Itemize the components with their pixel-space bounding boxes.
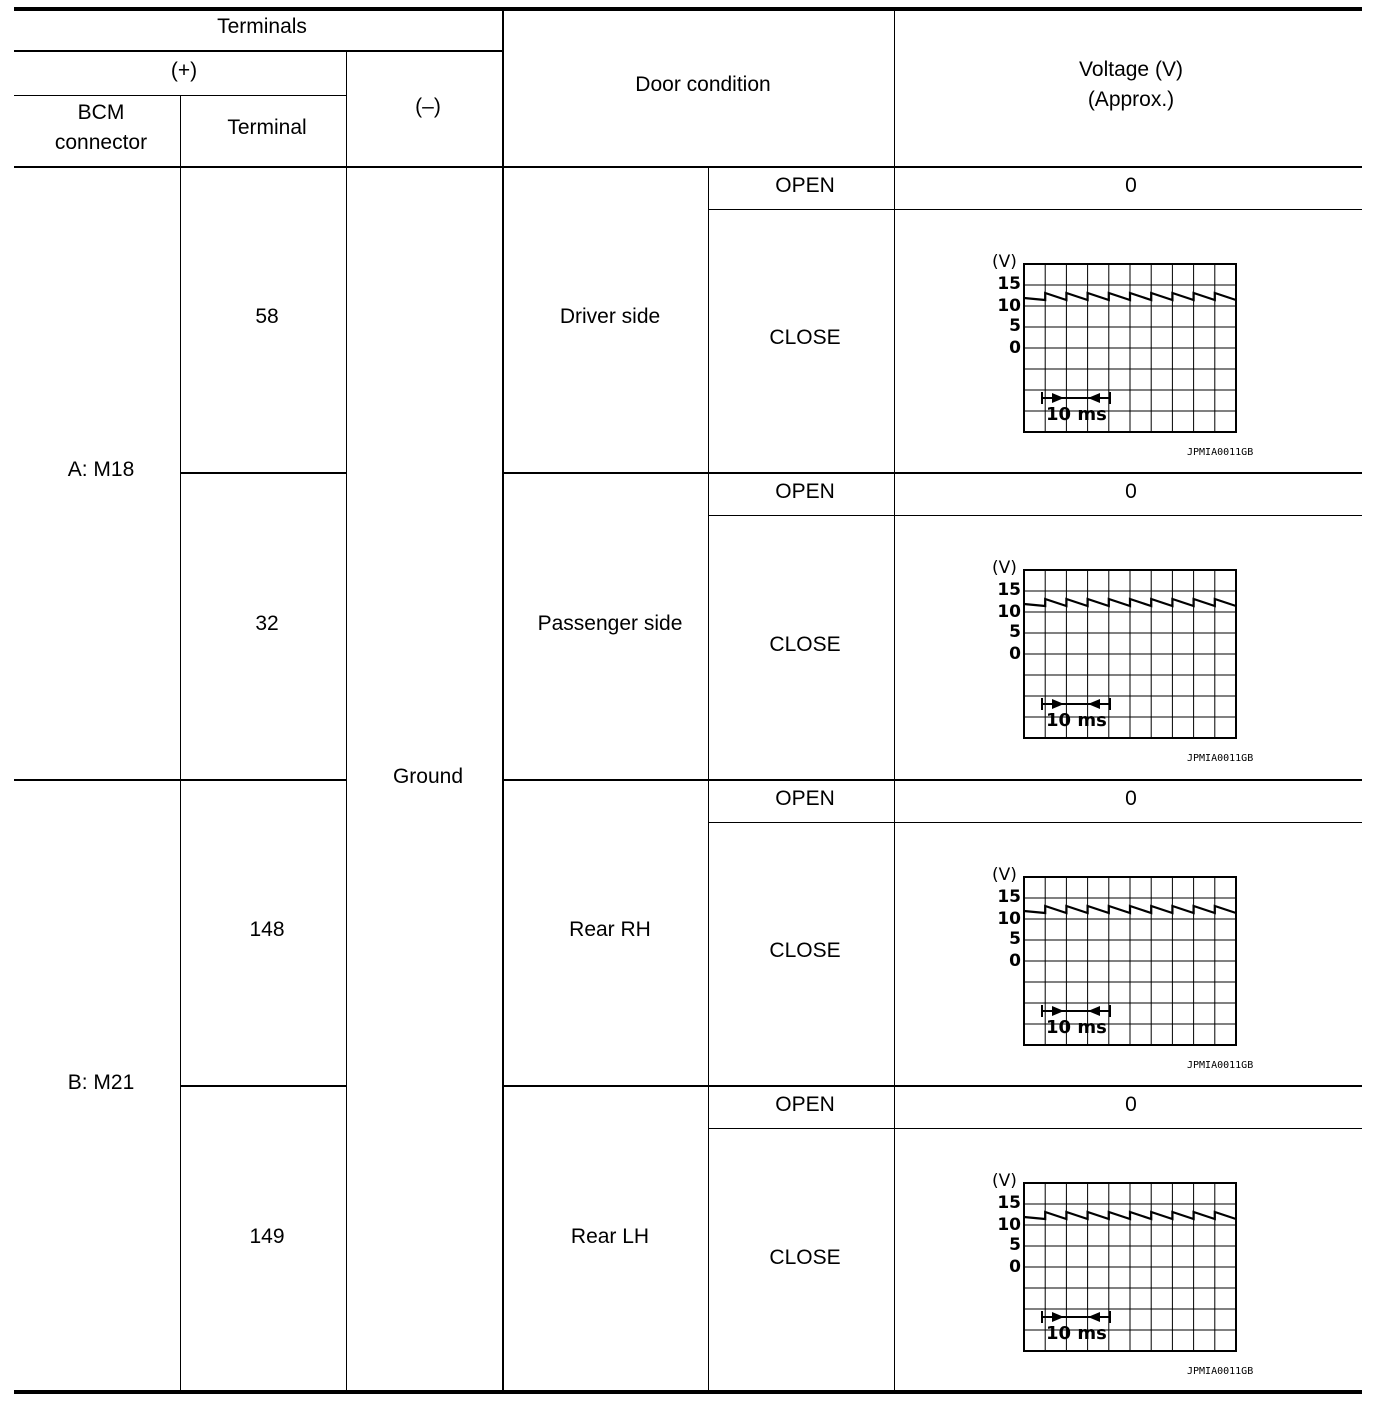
plus-header: (+) <box>170 59 198 82</box>
open-close-rule <box>708 515 1362 516</box>
y-tick-label: 0 <box>1009 951 1021 971</box>
waveform-graph <box>985 556 1285 776</box>
y-tick-label: 10 <box>997 909 1021 929</box>
time-scale-label: 10 ms <box>1046 1323 1107 1344</box>
voltage-line1: Voltage (V) <box>1079 58 1183 81</box>
open-label: OPEN <box>775 174 835 197</box>
close-label: CLOSE <box>769 939 841 962</box>
time-scale-label: 10 ms <box>1046 404 1107 425</box>
close-label: CLOSE <box>769 633 841 656</box>
arrow-right-icon <box>1052 393 1064 403</box>
y-axis-unit: (V) <box>992 865 1017 885</box>
bcm-connector-line1: BCM <box>77 101 125 124</box>
table-bottom-border <box>14 1390 1362 1394</box>
figure-code: JPMIA0011GB <box>1187 753 1254 764</box>
open-close-rule <box>708 209 1362 210</box>
waveform-scope <box>985 863 1285 1083</box>
y-tick-label: 10 <box>997 1215 1021 1235</box>
y-tick-label: 5 <box>1009 316 1021 336</box>
y-tick-label: 15 <box>997 274 1021 294</box>
close-label: CLOSE <box>769 1246 841 1269</box>
waveform-scope <box>985 1169 1285 1389</box>
arrow-left-icon <box>1088 393 1100 403</box>
column-rule <box>502 11 504 1391</box>
door-label: Passenger side <box>537 612 683 635</box>
y-tick-label: 10 <box>997 296 1021 316</box>
y-tick-label: 15 <box>997 1193 1021 1213</box>
time-scale-label: 10 ms <box>1046 1017 1107 1038</box>
column-rule <box>346 52 347 1391</box>
waveform-scope <box>985 250 1285 470</box>
open-label: OPEN <box>775 1093 835 1116</box>
column-rule <box>894 11 895 1391</box>
y-tick-label: 0 <box>1009 1257 1021 1277</box>
arrow-right-icon <box>1052 1006 1064 1016</box>
bcm-connector-header <box>55 98 147 158</box>
table-top-border <box>14 7 1362 11</box>
row-rule <box>502 472 1362 474</box>
door-label: Driver side <box>559 305 661 328</box>
connector-b: B: M21 <box>67 1071 135 1094</box>
door-label: Rear LH <box>570 1225 650 1248</box>
y-tick-label: 5 <box>1009 929 1021 949</box>
y-axis-unit: (V) <box>992 558 1017 578</box>
y-tick-label: 15 <box>997 580 1021 600</box>
open-close-rule <box>708 1128 1362 1129</box>
arrow-right-icon <box>1052 1312 1064 1322</box>
door-condition-header: Door condition <box>635 73 771 96</box>
figure-code: JPMIA0011GB <box>1187 1366 1254 1377</box>
ground-label: Ground <box>392 765 464 788</box>
voltage-line2: (Approx.) <box>1087 88 1175 111</box>
terminal-header: Terminal <box>227 116 307 139</box>
waveform-line <box>1024 599 1236 606</box>
y-tick-label: 0 <box>1009 338 1021 358</box>
y-tick-label: 15 <box>997 887 1021 907</box>
row-rule <box>502 1085 1362 1087</box>
close-label: CLOSE <box>769 326 841 349</box>
y-tick-label: 5 <box>1009 1235 1021 1255</box>
terminal-number: 32 <box>255 612 279 635</box>
row-rule <box>180 1085 347 1087</box>
y-axis-unit: (V) <box>992 252 1017 272</box>
terminal-number: 58 <box>255 305 279 328</box>
row-rule <box>14 779 347 781</box>
arrow-left-icon <box>1088 1006 1100 1016</box>
figure-code: JPMIA0011GB <box>1187 1060 1254 1071</box>
waveform-line <box>1024 1212 1236 1219</box>
row-rule <box>180 472 347 474</box>
waveform-line <box>1024 906 1236 913</box>
arrow-left-icon <box>1088 1312 1100 1322</box>
open-voltage: 0 <box>1125 480 1137 503</box>
bcm-connector-line2: connector <box>54 131 148 154</box>
arrow-right-icon <box>1052 699 1064 709</box>
open-voltage: 0 <box>1125 787 1137 810</box>
waveform-line <box>1024 293 1236 300</box>
figure-code: JPMIA0011GB <box>1187 447 1254 458</box>
terminal-number: 148 <box>249 918 285 941</box>
y-tick-label: 0 <box>1009 644 1021 664</box>
terminals-header: Terminals <box>217 15 307 38</box>
open-label: OPEN <box>775 480 835 503</box>
connector-a: A: M18 <box>67 458 135 481</box>
door-label: Rear RH <box>569 918 651 941</box>
time-scale-label: 10 ms <box>1046 710 1107 731</box>
terminal-number: 149 <box>249 1225 285 1248</box>
y-tick-label: 5 <box>1009 622 1021 642</box>
y-axis-unit: (V) <box>992 1171 1017 1191</box>
waveform-scope <box>985 556 1285 776</box>
open-close-rule <box>708 822 1362 823</box>
waveform-graph <box>985 1169 1285 1389</box>
header-rule <box>14 166 1362 168</box>
minus-header: (–) <box>415 95 441 118</box>
waveform-graph <box>985 250 1285 470</box>
open-label: OPEN <box>775 787 835 810</box>
y-tick-label: 10 <box>997 602 1021 622</box>
open-voltage: 0 <box>1125 174 1137 197</box>
header-rule <box>14 50 502 52</box>
waveform-graph <box>985 863 1285 1083</box>
open-voltage: 0 <box>1125 1093 1137 1116</box>
arrow-left-icon <box>1088 699 1100 709</box>
voltage-header <box>1079 55 1183 115</box>
column-rule <box>180 95 181 1391</box>
row-rule <box>502 779 1362 781</box>
